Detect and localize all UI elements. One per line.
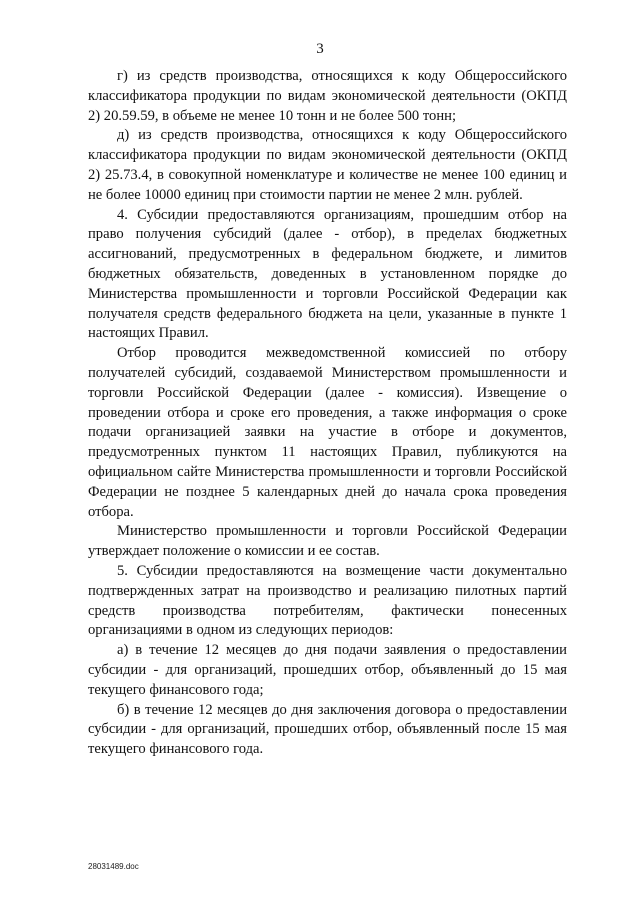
paragraph-selection-commission: Отбор проводится межведомственной комиссией по отбору получателей субсидий, создаваемой Министерством промышленности и торговли Российской Федерации (далее - комиссия). Извещение о проведении отбора и сроке его проведения, а также информация о сроке подачи организацией заявки на участие в отборе и документов, предусмотренных пунктом 11 настоящих Правил, публикуются на официальном сайте Министерства промышленности и торговли Российской Федерации не позднее 5 календарных дней до начала срока проведения отбора. (88, 345, 567, 520)
paragraph-item-d: д) из средств производства, относящихся к коду Общероссийского классификатора продукции по видам экономической деятельности (ОКПД 2) 25.73.4, в совокупной номенклатуре и количестве не менее 100 единиц и не более 10000 единиц при стоимости партии не менее 2 млн. рублей. (88, 127, 567, 203)
paragraph-clause-5: 5. Субсидии предоставляются на возмещение части документально подтвержденных затрат на производство и реализацию пилотных партий средств производства потребителям, фактически понесенных организациями в одном из следующих периодов: (88, 562, 567, 639)
paragraph-period-a: а) в течение 12 месяцев до дня подачи заявления о предоставлении субсидии - для организаций, прошедших отбор, объявленный до 15 мая текущего финансового года; (88, 642, 567, 698)
page-number: 3 (316, 41, 324, 57)
paragraph-item-g: г) из средств производства, относящихся к коду Общероссийского классификатора продукции по видам экономической деятельности (ОКПД 2) 20.59.59, в объеме не менее 10 тонн и не более 500 тонн; (88, 68, 567, 124)
paragraph-commission-approval: Министерство промышленности и торговли Российской Федерации утверждает положение о комиссии и ее состав. (88, 523, 567, 560)
document-filename: 28031489.doc (88, 862, 139, 871)
paragraph-clause-4: 4. Субсидии предоставляются организациям, прошедшим отбор на право получения субсидий (далее - отбор), в пределах бюджетных ассигнований, предусмотренных в федеральном бюджете, и лимитов бюджетных обязательств, доведенных в установленном порядке до Министерства промышленности и торговли Российской Федерации как получателя средств федерального бюджета на цели, указанные в пункте 1 настоящих Правил. (88, 206, 567, 342)
document-body (88, 67, 567, 760)
paragraph-period-b: б) в течение 12 месяцев до дня заключения договора о предоставлении субсидии - для организаций, прошедших отбор, объявленный после 15 мая текущего финансового года. (88, 701, 567, 758)
